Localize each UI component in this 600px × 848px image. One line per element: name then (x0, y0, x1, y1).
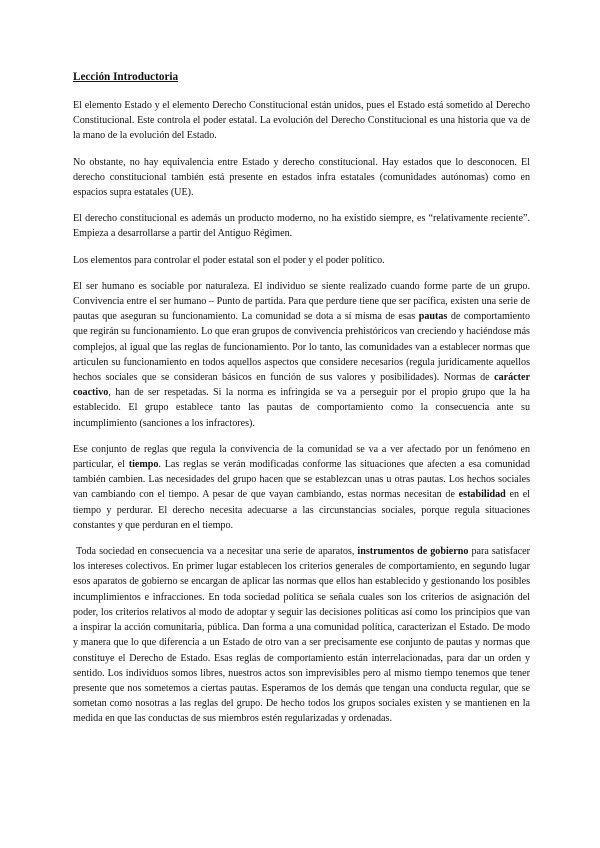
paragraph (73, 442, 530, 533)
bold-term: instrumentos de gobierno (357, 546, 469, 558)
document-body (73, 98, 530, 727)
bold-term: estabilidad (458, 489, 506, 501)
paragraph (73, 279, 530, 431)
text-run: . Las reglas se verán modificadas conforme las situaciones que afecten a esa comunidad también cambien. Las necesidades del grupo hacen que se establezcan unas u otras pautas. Los hechos sociales van cambiando con el tiempo. A pesar de que vayan cambiando, estas normas necesitan de (73, 459, 530, 501)
text-run: Toda sociedad en consecuencia va a necesitar una serie de aparatos, (76, 546, 358, 558)
text-run: en el tiempo y perdurar. El derecho necesita adecuarse a las circunstancias sociales, porque regula situaciones constantes y que perduran en el tiempo. (73, 489, 530, 531)
paragraph (73, 98, 530, 144)
text-run: Los elementos para controlar el poder estatal son el poder y el poder político. (73, 254, 385, 266)
text-run: Ese conjunto de reglas que regula la convivencia de la comunidad se va a ver afectado por un fenómeno en particular, el (73, 443, 530, 471)
bold-term: tiempo (128, 459, 159, 471)
text-run: para satisfacer los intereses colectivos. En primer lugar establecen los criterios generales de comportamiento, en segundo lugar esos aparatos de gobierno se encargan de aplicar las normas que ellos han establecido y gestionando los posibles incumplimientos e infracciones. En toda sociedad política se señala cuales son los criterios de asignación del poder, los criterios relativos al modo de adoptar y seguir las decisiones políticas así como los principios que van a inspirar la acción comunitaria, pública. Dan forma a una comunidad política, caracterizan el Estado. De modo y manera que lo que diferencia a un Estado de otro van a ser precisamente ese conjunto de pautas y normas que constituye el Derecho de Estado. Esas reglas de comportamiento están interrelacionadas, para dar un orden y sentido. Los individuos somos libres, nuestros actos son imprevisibles pero al mismo tiempo tenemos que tener presente que nos sometemos a ciertas pautas. Esperamos de los demás que tengan una conducta regular, que se sometan como nosotras a las reglas del grupo. De hecho todos los grupos sociales existen y se mantienen en la medida en que las conductas de sus miembros estén regularizadas y ordenadas. (73, 546, 530, 725)
text-run: El elemento Estado y el elemento Derecho Constitucional están unidos, pues el Estado está sometido al Derecho Constitucional. Este controla el poder estatal. La evolución del Derecho Constitucional es una historia que va de la mano de la evolución del Estado. (73, 100, 530, 142)
paragraph (73, 211, 530, 241)
bold-term: carácter coactivo (73, 372, 530, 399)
paragraph (73, 155, 530, 201)
text-run: de comportamiento que regirán su funcionamiento. Lo que eran grupos de convivencia prehistóricos van creciendo y haciéndose más complejos, al igual que las reglas de funcionamiento. Por lo tanto, las comunidades van a establecer normas que articulen su funcionamiento en todos aquellos aspectos que considere necesarios (regula jurídicamente aquellos hechos sociales que se consideran básicos en función de sus valores y posibilidades). Normas de (73, 311, 530, 384)
text-run: , han de ser respetadas. Si la norma es infringida se va a perseguir por el propio grupo que la ha establecido. El grupo establece tanto las pautas de comportamiento como la consecuencia ante su incumplimiento (sanciones a los infractores). (73, 387, 530, 429)
paragraph (73, 253, 530, 268)
text-run: El derecho constitucional es además un producto moderno, no ha existido siempre, es “relativamente reciente”. Empieza a desarrollarse a partir del Antiguo Régimen. (73, 213, 530, 240)
bold-term: pautas (418, 311, 448, 323)
paragraph (73, 544, 530, 726)
lesson-title: Lección Introductoria (73, 71, 179, 83)
text-run: No obstante, no hay equivalencia entre Estado y derecho constitucional. Hay estados que lo desconocen. El derecho constitucional también está presente en estados infra estatales (comunidades autónomas) como en espacios supra estatales (UE). (73, 156, 530, 199)
text-run: El ser humano es sociable por naturaleza. El individuo se siente realizado cuando forme parte de un grupo. Convivencia entre el ser humano – Punto de partida. Para que perdure tiene que ser pacífica, existen una serie de pautas que aseguran su funcionamiento. La comunidad se dota a sí misma de esas (73, 280, 530, 323)
